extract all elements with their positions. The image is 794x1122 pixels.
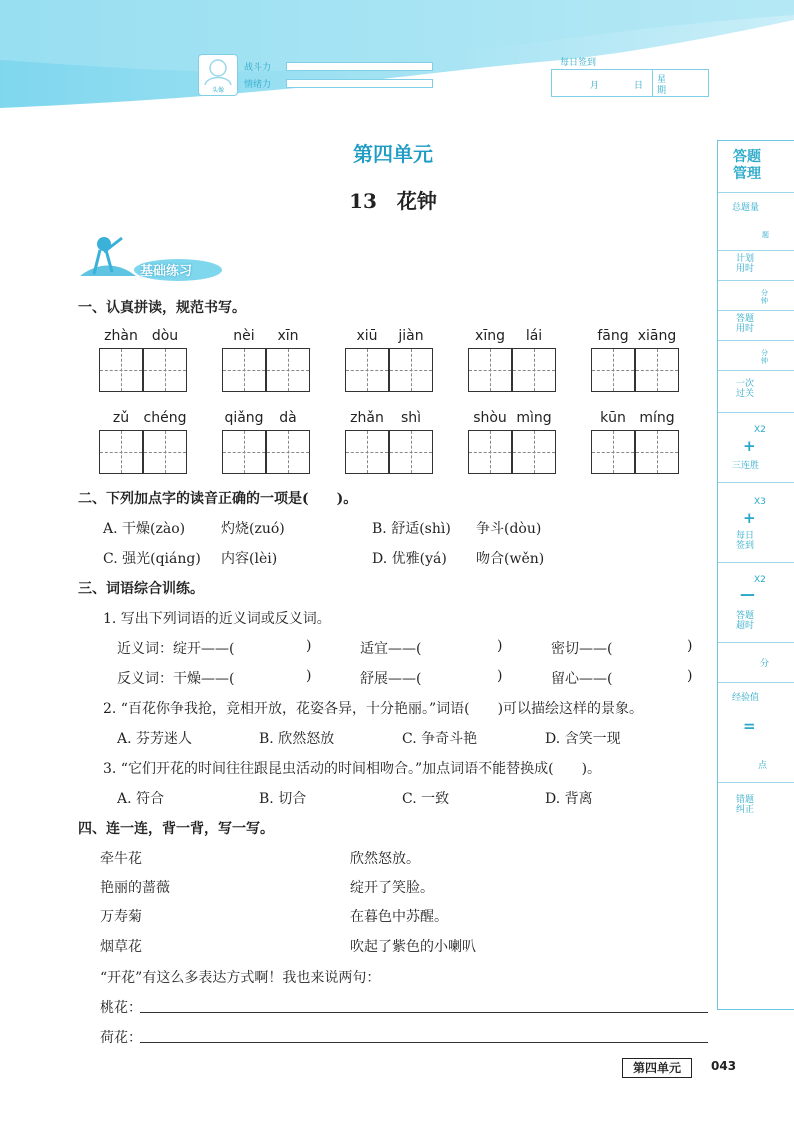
min-unit: 分钟 [761, 289, 768, 305]
antonym-3: 留心——( [551, 671, 613, 687]
avatar [198, 54, 238, 96]
week-label-1: 星 [657, 75, 667, 85]
writing-box[interactable] [635, 348, 679, 392]
combat-label: 战斗力 [244, 63, 272, 73]
q3-sub3-option-d[interactable]: D. 背离 [545, 791, 593, 807]
writing-box[interactable] [635, 430, 679, 474]
writing-box[interactable] [512, 348, 556, 392]
pinyin-text: fāng [597, 328, 629, 344]
pinyin-text: mìng [516, 410, 552, 426]
daily-label-1: 每日 [736, 531, 755, 541]
equals-sign: = [743, 717, 756, 735]
sidebar-exp-cell [718, 683, 794, 783]
writing-box[interactable] [389, 348, 433, 392]
close-paren: ) [497, 638, 503, 654]
q2-option-a2: 灼烧(zuó) [221, 521, 285, 537]
pinyin-text: nèi [233, 328, 255, 344]
pinyin-text: zǔ [112, 410, 130, 426]
q2-option-d1[interactable]: D. 优雅(yá) [372, 551, 447, 567]
writing-box[interactable] [143, 348, 187, 392]
writing-box[interactable] [266, 430, 310, 474]
q3-sub3-option-c[interactable]: C. 一致 [402, 791, 450, 807]
pinyin-text: shì [400, 410, 422, 426]
q3-sub3-option-b[interactable]: B. 切合 [259, 791, 307, 807]
x2-multiplier: X2 [754, 575, 766, 585]
once-label-2: 过关 [736, 389, 755, 399]
match-left-item[interactable]: 艳丽的蔷薇 [100, 880, 170, 896]
section-badge-label: 基础练习 [140, 264, 193, 279]
min-unit: 分钟 [761, 349, 768, 365]
antonym-2: 舒展——( [360, 671, 422, 687]
checkin-box [551, 69, 709, 97]
lesson-title: 13 花钟 [349, 189, 437, 213]
close-paren: ) [687, 668, 693, 684]
q3-sub3-title: 3. “它们开花的时间往往跟昆虫活动的时间相吻合。”加点词语不能替换成( )。 [103, 761, 602, 777]
synonym-1: 近义词：绽开——( [117, 641, 235, 657]
q2-option-b1[interactable]: B. 舒适(shì) [372, 521, 451, 537]
sidebar-plan-unit-cell [718, 281, 794, 311]
overtime-label-1: 答题 [736, 611, 755, 621]
q4-prompt: “开花”有这么多表达方式啊！我也来说两句： [100, 970, 381, 986]
q3-sub2-option-c[interactable]: C. 争奇斗艳 [402, 731, 478, 747]
header-wave-band [0, 0, 794, 120]
pinyin-text: xīn [277, 328, 299, 344]
daily-label-2: 签到 [736, 541, 755, 551]
combat-bar [286, 62, 433, 71]
plan-label-2: 用时 [736, 264, 755, 274]
overtime-label-2: 超时 [736, 621, 755, 631]
x3-multiplier: X3 [754, 497, 766, 507]
writing-box[interactable] [222, 430, 266, 474]
dian-unit: 点 [758, 761, 768, 771]
q3-sub2-option-a[interactable]: A. 芬芳迷人 [117, 731, 193, 747]
q2-option-b2: 争斗(dòu) [476, 521, 542, 537]
unit-title: 第四单元 [353, 142, 433, 166]
q2-option-c2: 内容(lèi) [221, 551, 278, 567]
writing-box[interactable] [345, 348, 389, 392]
pinyin-text: zhǎn [350, 410, 384, 426]
synonym-3: 密切——( [551, 641, 613, 657]
checkin-title: 每日签到 [560, 58, 597, 68]
match-left-item[interactable]: 烟草花 [100, 939, 142, 955]
pinyin-text: xiāng [637, 328, 677, 344]
synonym-2: 适宜——( [360, 641, 422, 657]
q3-sub2-option-b[interactable]: B. 欣然怒放 [259, 731, 335, 747]
answer-time-label-1: 答题 [736, 314, 755, 324]
q3-sub2-option-d[interactable]: D. 含笑一现 [545, 731, 621, 747]
writing-box[interactable] [468, 348, 512, 392]
month-label: 月 [590, 81, 600, 91]
q2-option-c1[interactable]: C. 强光(qiáng) [103, 551, 201, 567]
close-paren: ) [306, 638, 312, 654]
pinyin-text: dòu [151, 328, 179, 344]
match-left-item[interactable]: 万寿菊 [100, 909, 142, 925]
antonym-1: 反义词：干燥——( [117, 671, 235, 687]
match-left-item[interactable]: 牵牛花 [100, 851, 142, 867]
sidebar-score-cell [718, 643, 794, 683]
close-paren: ) [497, 668, 503, 684]
pinyin-text: xiū [356, 328, 378, 344]
close-paren: ) [687, 638, 693, 654]
sidebar-once-cell [718, 371, 794, 413]
pinyin-text: lái [525, 328, 543, 344]
streak-label: 三连胜 [732, 461, 760, 471]
peach-label: 桃花： [100, 1000, 142, 1016]
lotus-answer-line[interactable] [140, 1042, 708, 1043]
peach-answer-line[interactable] [140, 1012, 708, 1013]
q3-sub2-title: 2. “百花你争我抢，竞相开放，花姿各异，十分艳丽。”词语( )可以描绘这样的景象。 [103, 701, 644, 717]
writing-box[interactable] [99, 348, 143, 392]
writing-box[interactable] [591, 348, 635, 392]
page-number: 043 [711, 1059, 737, 1073]
sidebar-plan-cell [718, 251, 794, 281]
match-right-item[interactable]: 绽开了笑脸。 [350, 880, 434, 896]
writing-box[interactable] [222, 348, 266, 392]
sidebar-title-cell [718, 141, 794, 193]
avatar-caption: 头像 [211, 87, 224, 94]
sidebar-error-cell [718, 783, 794, 1009]
pinyin-text: xīng [475, 328, 505, 344]
footer-unit-label: 第四单元 [622, 1058, 692, 1078]
q2-option-d2: 吻合(wěn) [476, 551, 545, 567]
sidebar-title-2: 管理 [733, 166, 761, 182]
plus-sign: + [743, 437, 756, 455]
once-label-1: 一次 [736, 379, 755, 389]
q2-option-a1[interactable]: A. 干燥(zào) [103, 521, 186, 537]
pinyin-text: chéng [143, 410, 187, 426]
q1-title: 一、认真拼读，规范书写。 [78, 300, 246, 316]
pinyin-text: jiàn [398, 328, 424, 344]
avatar-icon [199, 55, 237, 85]
q3-sub1-title: 1. 写出下列词语的近义词或反义词。 [103, 611, 331, 627]
sidebar-streak-cell [718, 413, 794, 483]
fen-unit: 分 [760, 659, 770, 669]
q3-title: 三、词语综合训练。 [78, 581, 204, 597]
writing-box[interactable] [468, 430, 512, 474]
close-paren: ) [306, 668, 312, 684]
error-label-2: 纠正 [736, 805, 755, 815]
writing-box[interactable] [143, 430, 187, 474]
pinyin-text: zhàn [104, 328, 138, 344]
sidebar-total-cell [718, 193, 794, 251]
answer-time-label-2: 用时 [736, 324, 755, 334]
writing-box[interactable] [266, 348, 310, 392]
match-right-item[interactable]: 吹起了紫色的小喇叭 [350, 939, 476, 955]
q3-sub3-option-a[interactable]: A. 符合 [117, 791, 165, 807]
pinyin-text: kūn [600, 410, 626, 426]
week-label-2: 期 [657, 86, 667, 96]
lotus-label: 荷花： [100, 1030, 142, 1046]
pinyin-text: dà [279, 410, 297, 426]
writing-box[interactable] [99, 430, 143, 474]
x2-multiplier: X2 [754, 425, 766, 435]
sidebar-answer-time-cell [718, 311, 794, 341]
writing-box[interactable] [345, 430, 389, 474]
writing-box[interactable] [591, 430, 635, 474]
writing-box[interactable] [389, 430, 433, 474]
plus-sign: + [743, 509, 756, 527]
pinyin-text: shòu [473, 410, 507, 426]
section-badge [78, 232, 223, 284]
sidebar-overtime-cell [718, 563, 794, 643]
pinyin-text: qiǎng [224, 410, 264, 426]
match-right-item[interactable]: 欣然怒放。 [350, 851, 420, 867]
pinyin-text: míng [639, 410, 675, 426]
q2-title: 二、下列加点字的读音正确的一项是( )。 [78, 491, 358, 507]
day-label: 日 [634, 81, 644, 91]
sidebar-title-1: 答题 [733, 149, 761, 165]
plan-label-1: 计划 [736, 254, 755, 264]
writing-box[interactable] [512, 430, 556, 474]
error-label-1: 错题 [736, 795, 755, 805]
match-right-item[interactable]: 在暮色中苏醒。 [350, 909, 448, 925]
exp-label: 经验值 [732, 693, 760, 703]
mood-bar [286, 79, 433, 88]
sidebar-answer-unit-cell [718, 341, 794, 371]
sidebar-daily-cell [718, 483, 794, 563]
answer-management-sidebar [717, 140, 794, 1010]
ti-unit: 题 [762, 231, 769, 239]
total-label: 总题量 [732, 203, 760, 213]
mood-label: 情绪力 [244, 80, 272, 90]
q4-title: 四、连一连，背一背，写一写。 [78, 821, 274, 837]
minus-sign: — [740, 585, 755, 603]
